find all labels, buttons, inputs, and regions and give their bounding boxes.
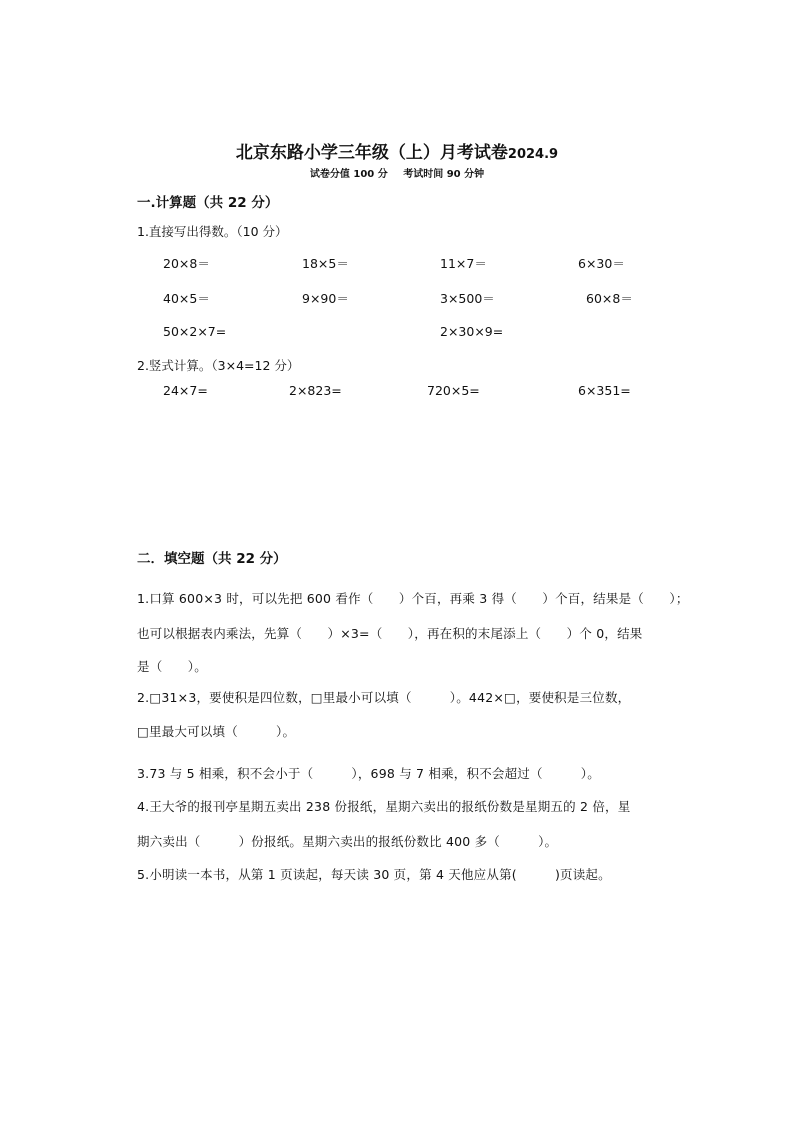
question-2-heading: 2.竖式计算。（3×4=12 分） <box>137 358 300 373</box>
vertical-calc-item: 2×823= <box>289 383 342 398</box>
exam-time: 考试时间 90 分钟 <box>403 169 485 180</box>
section-1-heading: 一.计算题（共 22 分） <box>137 195 279 211</box>
calc-item: 60×8＝ <box>586 291 633 306</box>
fill-blank-line: 也可以根据表内乘法，先算（ ）×3=（ ），再在积的末尾添上（ ）个 0，结果 <box>137 626 643 641</box>
calc-item: 2×30×9= <box>440 324 504 339</box>
calc-item: 9×90＝ <box>302 291 349 306</box>
vertical-calc-item: 720×5= <box>427 383 480 398</box>
fill-blank-line: 3.73 与 5 相乘，积不会小于（ ），698 与 7 相乘，积不会超过（ ）。 <box>137 766 600 781</box>
title-text: 北京东路小学三年级（上）月考试卷 <box>235 143 508 163</box>
calc-item: 6×30＝ <box>578 256 625 271</box>
calc-item: 18×5＝ <box>302 256 349 271</box>
section-2-heading: 二．填空题（共 22 分） <box>137 551 287 567</box>
calc-item: 40×5＝ <box>163 291 210 306</box>
fill-blank-line: □里最大可以填（ ）。 <box>137 724 296 739</box>
fill-blank-line: 1.口算 600×3 时，可以先把 600 看作（ ）个百，再乘 3 得（ ）个百，结果是（ ）； <box>137 591 689 606</box>
fill-blank-line: 5.小明读一本书，从第 1 页读起，每天读 30 页，第 4 天他应从第( )页读起。 <box>137 867 611 882</box>
calc-item: 20×8＝ <box>163 256 210 271</box>
fill-blank-line: 4.王大爷的报刊亭星期五卖出 238 份报纸，星期六卖出的报纸份数是星期五的 2 倍，星 <box>137 799 631 814</box>
exam-title <box>0 138 794 163</box>
exam-date: 2024.9 <box>507 147 559 162</box>
fill-blank-line: 期六卖出（ ）份报纸。星期六卖出的报纸份数比 400 多（ ）。 <box>137 834 558 849</box>
vertical-calc-item: 24×7= <box>163 383 208 398</box>
calc-item: 50×2×7= <box>163 324 227 339</box>
exam-info <box>0 165 794 180</box>
calc-item: 3×500＝ <box>440 291 495 306</box>
fill-blank-line: 是（ ）。 <box>137 659 207 674</box>
score-total: 试卷分值 100 分 <box>309 169 388 180</box>
question-1-heading: 1.直接写出得数。（10 分） <box>137 224 288 239</box>
fill-blank-line: 2.□31×3，要使积是四位数，□里最小可以填（ ）。442×□，要使积是三位数， <box>137 690 631 705</box>
vertical-calc-item: 6×351= <box>578 383 631 398</box>
calc-item: 11×7＝ <box>440 256 487 271</box>
